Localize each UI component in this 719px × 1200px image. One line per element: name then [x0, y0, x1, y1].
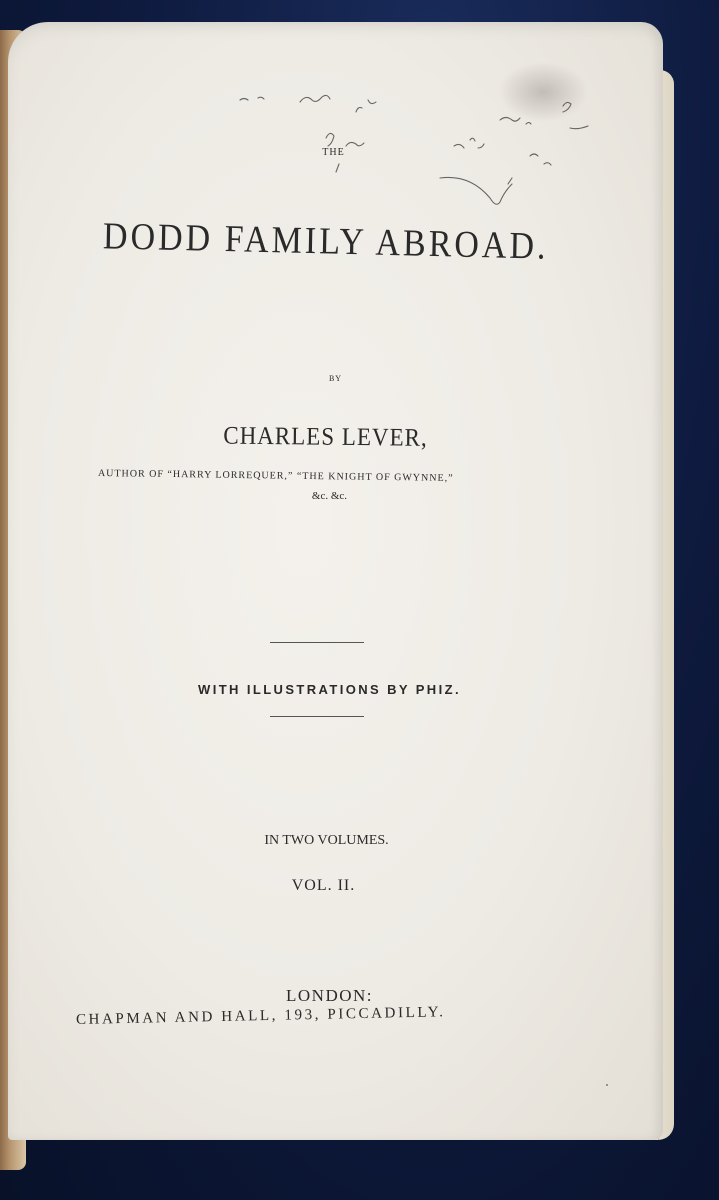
paper-speck	[606, 1084, 608, 1086]
imprint-publisher: CHAPMAN AND HALL, 193, PICCADILLY.	[75, 1004, 446, 1028]
volume-number: VOL. II.	[291, 877, 356, 894]
illustrations-credit: WITH ILLUSTRATIONS BY PHIZ.	[198, 682, 461, 697]
author-credits-etc: &c. &c.	[311, 490, 348, 502]
title-page	[8, 22, 663, 1140]
imprint-city: LONDON:	[286, 986, 373, 1005]
author-credits: AUTHOR OF “HARRY LORREQUER,” “THE KNIGHT OF GWYNNE,”	[97, 468, 454, 484]
handwritten-inscription	[208, 62, 608, 212]
volumes-note: IN TWO VOLUMES.	[264, 833, 389, 848]
rule-top	[270, 642, 364, 643]
title-prefix: THE	[322, 147, 345, 158]
book-title: DODD FAMILY ABROAD.	[102, 215, 549, 268]
author-name: CHARLES LEVER,	[223, 421, 428, 452]
rule-bottom	[270, 716, 364, 717]
by-line: BY	[328, 374, 343, 383]
